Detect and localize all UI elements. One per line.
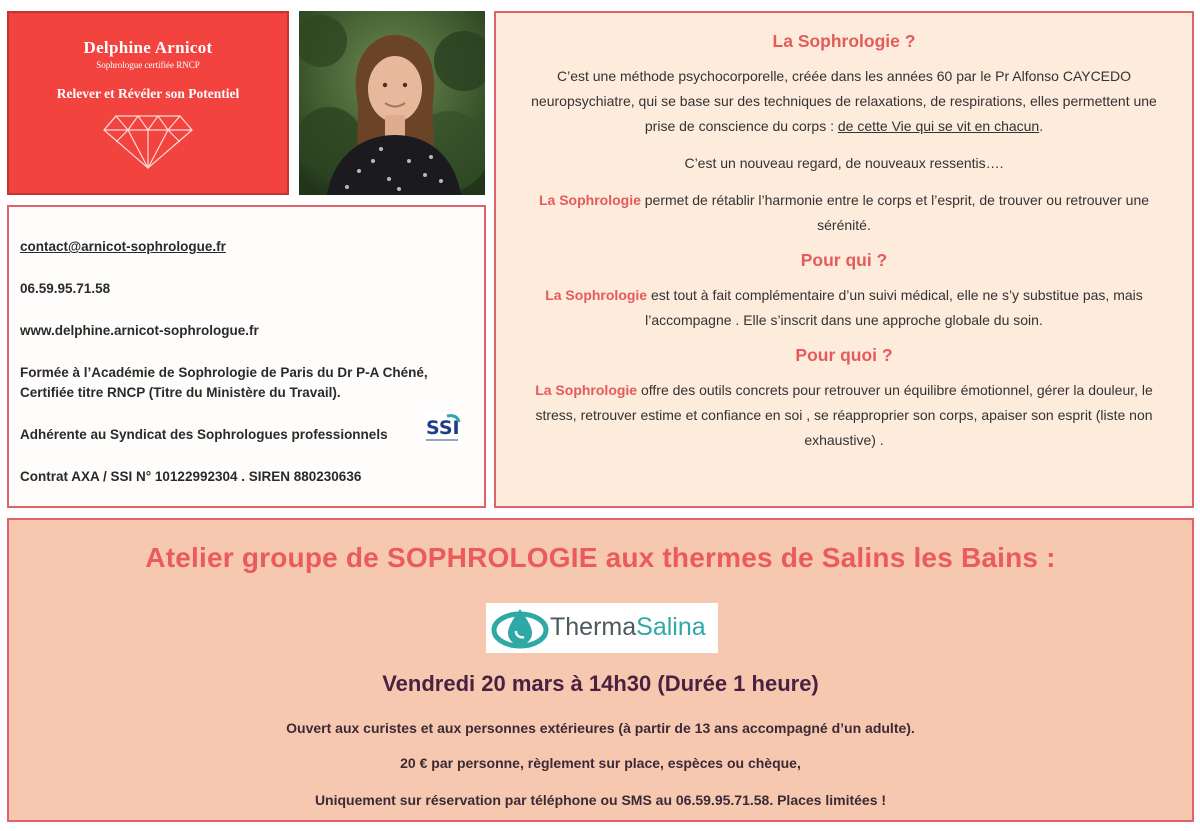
pour-quoi-paragraph [520, 378, 1168, 453]
heading-pour-quoi: Pour quoi ? [795, 345, 893, 365]
contact-box [7, 205, 486, 508]
website-url: www.delphine.arnicot-sophrologue.fr [20, 323, 259, 338]
syndicate-membership: Adhérente au Syndicat des Sophrologues professionnels [20, 427, 388, 442]
audience-line: Ouvert aux curistes et aux personnes extérieures (à partir de 13 ans accompagné d’un adulte). [286, 720, 915, 736]
certification-subtitle: Sophrologue certifiée RNCP [96, 60, 200, 70]
atelier-box [7, 518, 1194, 822]
training-info [20, 363, 484, 403]
sophrologie-term: La Sophrologie [545, 287, 648, 303]
brand-slogan: Relever et Révéler son Potentiel [56, 86, 240, 101]
thermasalina-wordmark [550, 613, 706, 642]
portrait-photo [299, 11, 485, 195]
training-line-1: Formée à l’Académie de Sophrologie de Paris du Dr P-A Chéné, [20, 365, 428, 380]
definition-paragraph [520, 64, 1168, 139]
brand-card [7, 11, 289, 195]
sophrologie-term: La Sophrologie [535, 382, 638, 398]
pour-qui-text: est tout à fait complémentaire d’un suivi médical, elle ne s’y substitue pas, mais l’accompagne . Elle s’inscrit dans une approche globale du soin. [645, 287, 1143, 328]
phone-number: 06.59.95.71.58 [20, 281, 111, 296]
pour-quoi-text: offre des outils concrets pour retrouver un équilibre émotionnel, gérer la douleur, le stress, retrouver estime et confiance en soi , se réapproprier son corps, apaiser son esprit (liste non exhaustive) . [535, 382, 1153, 448]
definition-end: . [1039, 118, 1044, 134]
definition-text: C’est une méthode psychocorporelle, créée dans les années 60 par le Pr Alfonso CAYCEDO neuropsychiatre, qui se base sur des techniques de relaxations, de respirations, elles permettent une prise de conscience du corps : [531, 68, 1157, 134]
vie-underlined: de cette Vie qui se vit en chacun [837, 118, 1040, 134]
harmony-text: permet de rétablir l’harmonie entre le corps et l’esprit, de trouver ou retrouver une sérénité. [640, 192, 1150, 233]
pour-qui-paragraph [520, 283, 1168, 333]
training-line-2: Certifiée titre RNCP (Titre du Ministère du Travail). [20, 385, 341, 400]
logo-word-therma: Therma [550, 613, 637, 641]
session-date: Vendredi 20 mars à 14h30 (Durée 1 heure) [382, 671, 819, 696]
contract-info: Contrat AXA / SSI N° 10122992304 . SIREN 880230636 [20, 469, 362, 484]
ssi-logo-text: SSI [426, 417, 460, 439]
logo-word-salina: Salina [636, 613, 706, 641]
heading-pour-qui: Pour qui ? [800, 250, 888, 270]
practitioner-name: Delphine Arnicot [83, 38, 213, 57]
price-line: 20 € par personne, règlement sur place, espèces ou chèque, [400, 755, 801, 771]
sophrologie-term: La Sophrologie [538, 192, 641, 208]
email-link[interactable]: contact@arnicot-sophrologue.fr [20, 239, 226, 254]
ssi-logo [423, 412, 461, 446]
heading-la-sophrologie: La Sophrologie ? [772, 31, 916, 51]
sophrologie-box [494, 11, 1194, 508]
harmony-paragraph [520, 188, 1168, 238]
reservation-line: Uniquement sur réservation par téléphone ou SMS au 06.59.95.71.58. Places limitées ! [314, 792, 887, 808]
diamond-icon [102, 114, 194, 170]
water-drop-icon [490, 603, 550, 653]
thermasalina-logo [486, 603, 718, 653]
new-view-paragraph: C’est un nouveau regard, de nouveaux ressentis…. [684, 155, 1004, 171]
atelier-title: Atelier groupe de SOPHROLOGIE aux thermes de Salins les Bains : [145, 542, 1056, 573]
